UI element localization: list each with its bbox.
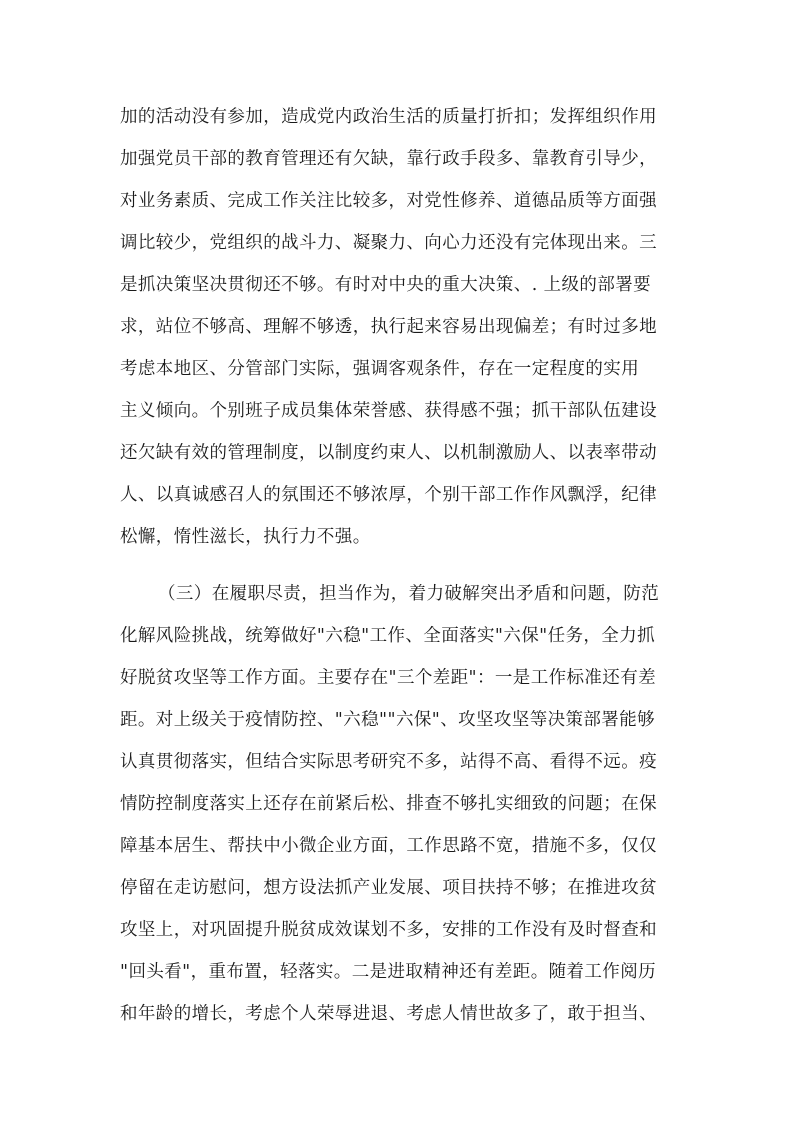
text-line: 加的活动没有参加，造成党内政治生活的质量打折扣；发挥组织作用 <box>120 107 657 127</box>
text-line: 加强党员干部的教育管理还有欠缺，靠行政手段多、靠教育引导少， <box>120 149 657 169</box>
text-line: 和年龄的增长，考虑个人荣辱进退、考虑人情世故多了，敢于担当、 <box>120 1004 657 1024</box>
text-line: "回头看"，重布置，轻落实。二是进取精神还有差距。随着工作阅历 <box>120 962 656 982</box>
text-line: 主义倾向。个别班子成员集体荣誉感、获得感不强；抓干部队伍建设 <box>120 401 657 421</box>
text-line: 攻坚上，对巩固提升脱贫成效谋划不多，安排的工作没有及时督查和 <box>120 920 657 940</box>
text-line: 人、以真诚感召人的氛围还不够浓厚，个别干部工作作风飘浮，纪律 <box>120 485 657 505</box>
text-line: 松懈，惰性滋长，执行力不强。 <box>120 527 371 547</box>
text-line: 调比较少，党组织的战斗力、凝聚力、向心力还没有完体现出来。三 <box>120 233 657 253</box>
text-line: 认真贯彻落实，但结合实际思考研究不多，站得不高、看得不远。疫 <box>120 752 657 772</box>
text-line-indented: （三）在履职尽责，担当作为，着力破解突出矛盾和问题，防范 <box>158 584 660 604</box>
text-line: 好脱贫攻坚等工作方面。主要存在"三个差距"：一是工作标准还有差 <box>120 668 656 688</box>
text-line: 情防控制度落实上还存在前紧后松、排查不够扎实细致的问题；在保 <box>120 794 657 814</box>
text-line: 障基本居生、帮扶中小微企业方面，工作思路不宽，措施不多，仅仅 <box>120 836 657 856</box>
text-line: 化解风险挑战，统筹做好"六稳"工作、全面落实"六保"任务，全力抓 <box>120 626 655 646</box>
text-line: 是抓决策坚决贯彻还不够。有时对中央的重大决策、. 上级的部署要 <box>120 275 652 295</box>
text-line: 求，站位不够高、理解不够透，执行起来容易出现偏差；有时过多地 <box>120 317 657 337</box>
text-line: 停留在走访慰问，想方设法抓产业发展、项目扶持不够；在推进攻贫 <box>120 878 657 898</box>
text-line: 对业务素质、完成工作关注比较多，对党性修养、道德品质等方面强 <box>120 191 657 211</box>
text-line: 考虑本地区、分管部门实际，强调客观条件，存在一定程度的实用 <box>120 359 640 379</box>
text-line: 还欠缺有效的管理制度，以制度约束人、以机制激励人、以表率带动 <box>120 443 657 463</box>
text-line: 距。对上级关于疫情防控、"六稳""六保"、攻坚攻坚等决策部署能够 <box>120 710 655 730</box>
